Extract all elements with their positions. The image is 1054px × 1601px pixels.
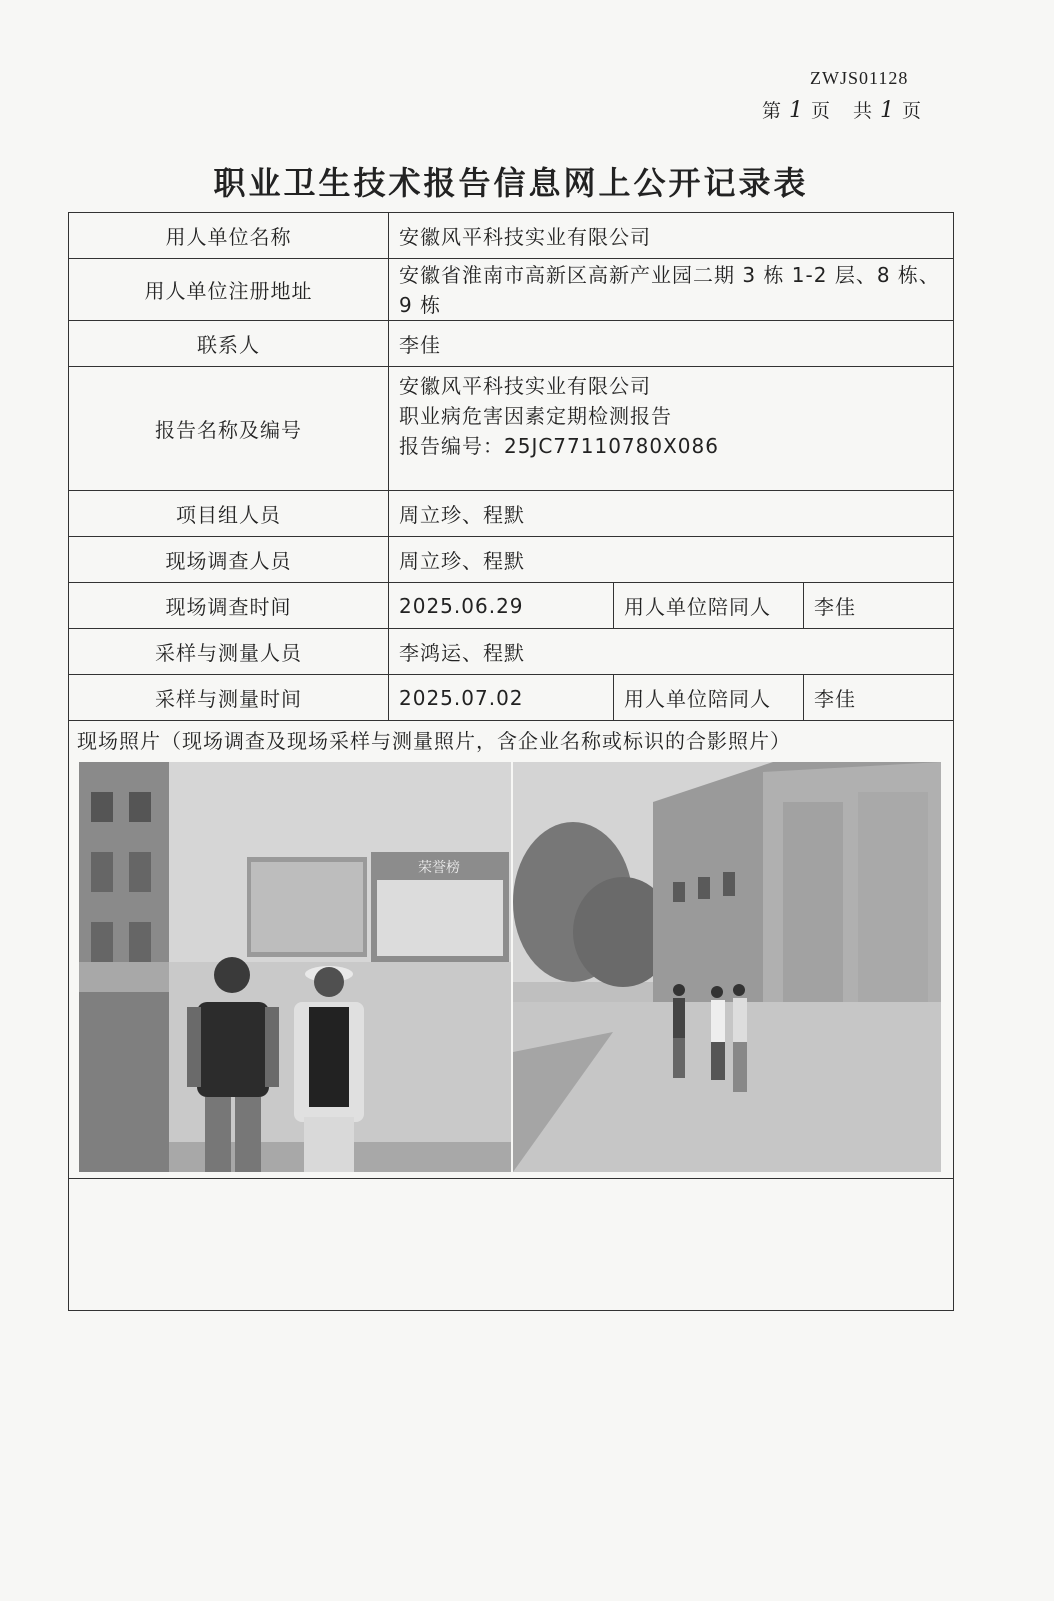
- report-line1: 安徽风平科技实业有限公司: [399, 374, 651, 398]
- label-sampling-time: 采样与测量时间: [69, 675, 389, 721]
- row-contact: [69, 321, 954, 367]
- photo-left-image: [79, 762, 511, 1172]
- site-photo-right: [513, 762, 941, 1172]
- row-sampling-staff: [69, 629, 954, 675]
- value-sampling-companion: 李佳: [804, 675, 954, 721]
- row-survey-time: [69, 583, 954, 629]
- label-project-team: 项目组人员: [69, 491, 389, 537]
- value-unit-name: 安徽风平科技实业有限公司: [389, 213, 954, 259]
- label-survey-staff: 现场调查人员: [69, 537, 389, 583]
- value-survey-staff: 周立珍、程默: [389, 537, 954, 583]
- value-sampling-time: 2025.07.02: [389, 675, 614, 721]
- label-contact: 联系人: [69, 321, 389, 367]
- label-report: 报告名称及编号: [69, 367, 389, 491]
- value-sampling-staff: 李鸿运、程默: [389, 629, 954, 675]
- photos-cell: [69, 721, 954, 1179]
- label-survey-companion: 用人单位陪同人: [614, 583, 804, 629]
- row-unit-name: [69, 213, 954, 259]
- value-project-team: 周立珍、程默: [389, 491, 954, 537]
- label-unit-address: 用人单位注册地址: [69, 259, 389, 321]
- photos-wrap: [77, 762, 945, 1172]
- value-contact: 李佳: [389, 321, 954, 367]
- value-report: [389, 367, 954, 491]
- page-number: [762, 96, 932, 123]
- address-line2: 9 栋: [399, 292, 442, 317]
- photos-caption: 现场照片（现场调查及现场采样与测量照片，含企业名称或标识的合影照片）: [77, 729, 791, 753]
- site-photo-left: [79, 762, 511, 1172]
- document-title: 职业卫生技术报告信息网上公开记录表: [213, 164, 809, 202]
- value-survey-companion: 李佳: [804, 583, 954, 629]
- page-mid: 页 共: [811, 100, 875, 122]
- label-unit-name: 用人单位名称: [69, 213, 389, 259]
- report-line2: 职业病危害因素定期检测报告: [399, 404, 672, 428]
- row-unit-address: [69, 259, 954, 321]
- page-total: 1: [880, 98, 897, 123]
- label-survey-time: 现场调查时间: [69, 583, 389, 629]
- row-photos: [69, 721, 954, 1179]
- report-number: 报告编号：25JC77110780X086: [399, 434, 719, 458]
- label-sampling-companion: 用人单位陪同人: [614, 675, 804, 721]
- record-table: [68, 212, 954, 1311]
- row-project-team: [69, 491, 954, 537]
- photo-right-image: [513, 762, 941, 1172]
- row-report: [69, 367, 954, 491]
- label-sampling-staff: 采样与测量人员: [69, 629, 389, 675]
- value-unit-address: [389, 259, 954, 321]
- page-suffix: 页: [902, 100, 924, 122]
- blank-cell: [69, 1179, 954, 1311]
- row-sampling-time: [69, 675, 954, 721]
- value-survey-time: 2025.06.29: [389, 583, 614, 629]
- address-line1: 安徽省淮南市高新区高新产业园二期 3 栋 1-2 层、8 栋、: [399, 262, 940, 287]
- page-prefix: 第: [762, 100, 784, 122]
- row-survey-staff: [69, 537, 954, 583]
- row-blank: [69, 1179, 954, 1311]
- honor-board-text: 荣誉榜: [418, 860, 460, 876]
- form-code: ZWJS01128: [810, 68, 909, 88]
- page-current: 1: [789, 98, 806, 123]
